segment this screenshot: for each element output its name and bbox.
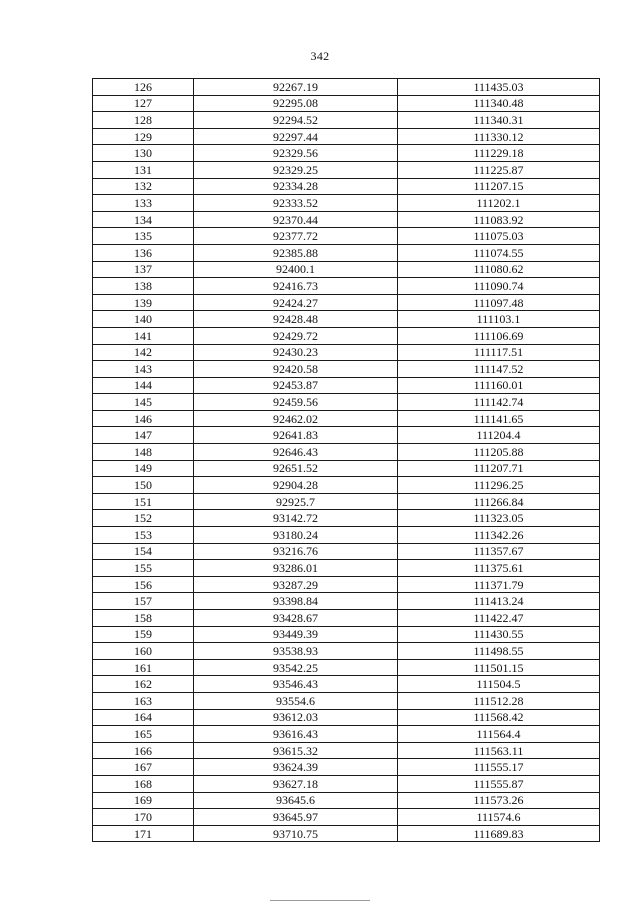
x-coordinate-cell: 92333.52 xyxy=(194,195,398,212)
point-number-cell: 169 xyxy=(93,792,194,809)
table-row xyxy=(93,593,600,610)
point-number-cell: 132 xyxy=(93,178,194,195)
point-number-cell: 144 xyxy=(93,377,194,394)
x-coordinate-cell: 93546.43 xyxy=(194,676,398,693)
y-coordinate-cell: 111498.55 xyxy=(398,643,600,660)
table-row xyxy=(93,161,600,178)
table-row xyxy=(93,726,600,743)
y-coordinate-cell: 111357.67 xyxy=(398,543,600,560)
table-row xyxy=(93,410,600,427)
x-coordinate-cell: 92904.28 xyxy=(194,477,398,494)
x-coordinate-cell: 92400.1 xyxy=(194,261,398,278)
table-row xyxy=(93,145,600,162)
y-coordinate-cell: 111430.55 xyxy=(398,626,600,643)
y-coordinate-cell: 111375.61 xyxy=(398,560,600,577)
y-coordinate-cell: 111117.51 xyxy=(398,344,600,361)
point-number-cell: 154 xyxy=(93,543,194,560)
x-coordinate-cell: 92416.73 xyxy=(194,278,398,295)
x-coordinate-cell: 92462.02 xyxy=(194,410,398,427)
table-row xyxy=(93,327,600,344)
point-number-cell: 149 xyxy=(93,460,194,477)
x-coordinate-cell: 93710.75 xyxy=(194,825,398,842)
page-number: 342 xyxy=(310,49,330,63)
point-number-cell: 146 xyxy=(93,410,194,427)
point-number-cell: 133 xyxy=(93,195,194,212)
point-number-cell: 161 xyxy=(93,659,194,676)
point-number-cell: 167 xyxy=(93,759,194,776)
x-coordinate-cell: 92646.43 xyxy=(194,444,398,461)
x-coordinate-cell: 93180.24 xyxy=(194,527,398,544)
x-coordinate-cell: 93615.32 xyxy=(194,742,398,759)
point-number-cell: 128 xyxy=(93,112,194,129)
coordinate-table-body xyxy=(93,79,600,842)
table-row xyxy=(93,560,600,577)
x-coordinate-cell: 93216.76 xyxy=(194,543,398,560)
y-coordinate-cell: 111106.69 xyxy=(398,327,600,344)
point-number-cell: 171 xyxy=(93,825,194,842)
x-coordinate-cell: 93616.43 xyxy=(194,726,398,743)
table-row xyxy=(93,344,600,361)
table-row xyxy=(93,692,600,709)
y-coordinate-cell: 111207.71 xyxy=(398,460,600,477)
point-number-cell: 131 xyxy=(93,161,194,178)
y-coordinate-cell: 111225.87 xyxy=(398,161,600,178)
point-number-cell: 156 xyxy=(93,576,194,593)
x-coordinate-cell: 93538.93 xyxy=(194,643,398,660)
y-coordinate-cell: 111296.25 xyxy=(398,477,600,494)
table-row xyxy=(93,311,600,328)
point-number-cell: 145 xyxy=(93,394,194,411)
y-coordinate-cell: 111142.74 xyxy=(398,394,600,411)
point-number-cell: 152 xyxy=(93,510,194,527)
table-row xyxy=(93,643,600,660)
x-coordinate-cell: 93624.39 xyxy=(194,759,398,776)
y-coordinate-cell: 111097.48 xyxy=(398,294,600,311)
x-coordinate-cell: 93627.18 xyxy=(194,775,398,792)
y-coordinate-cell: 111204.4 xyxy=(398,427,600,444)
table-row xyxy=(93,626,600,643)
table-row xyxy=(93,775,600,792)
table-row xyxy=(93,527,600,544)
coordinate-table xyxy=(92,78,600,842)
x-coordinate-cell: 93542.25 xyxy=(194,659,398,676)
point-number-cell: 135 xyxy=(93,228,194,245)
table-row xyxy=(93,543,600,560)
x-coordinate-cell: 93398.84 xyxy=(194,593,398,610)
point-number-cell: 127 xyxy=(93,95,194,112)
point-number-cell: 166 xyxy=(93,742,194,759)
x-coordinate-cell: 93428.67 xyxy=(194,610,398,627)
table-row xyxy=(93,576,600,593)
point-number-cell: 157 xyxy=(93,593,194,610)
table-row xyxy=(93,361,600,378)
y-coordinate-cell: 111504.5 xyxy=(398,676,600,693)
point-number-cell: 151 xyxy=(93,493,194,510)
x-coordinate-cell: 92377.72 xyxy=(194,228,398,245)
y-coordinate-cell: 111205.88 xyxy=(398,444,600,461)
x-coordinate-cell: 92428.48 xyxy=(194,311,398,328)
y-coordinate-cell: 111342.26 xyxy=(398,527,600,544)
point-number-cell: 170 xyxy=(93,809,194,826)
y-coordinate-cell: 111141.65 xyxy=(398,410,600,427)
x-coordinate-cell: 92430.23 xyxy=(194,344,398,361)
point-number-cell: 165 xyxy=(93,726,194,743)
y-coordinate-cell: 111160.01 xyxy=(398,377,600,394)
x-coordinate-cell: 92329.56 xyxy=(194,145,398,162)
y-coordinate-cell: 111075.03 xyxy=(398,228,600,245)
y-coordinate-cell: 111501.15 xyxy=(398,659,600,676)
y-coordinate-cell: 111080.62 xyxy=(398,261,600,278)
table-row xyxy=(93,244,600,261)
x-coordinate-cell: 92925.7 xyxy=(194,493,398,510)
table-row xyxy=(93,510,600,527)
point-number-cell: 147 xyxy=(93,427,194,444)
point-number-cell: 134 xyxy=(93,211,194,228)
y-coordinate-cell: 111435.03 xyxy=(398,79,600,96)
point-number-cell: 150 xyxy=(93,477,194,494)
y-coordinate-cell: 111202.1 xyxy=(398,195,600,212)
point-number-cell: 148 xyxy=(93,444,194,461)
point-number-cell: 163 xyxy=(93,692,194,709)
y-coordinate-cell: 111090.74 xyxy=(398,278,600,295)
y-coordinate-cell: 111573.26 xyxy=(398,792,600,809)
y-coordinate-cell: 111229.18 xyxy=(398,145,600,162)
x-coordinate-cell: 93645.97 xyxy=(194,809,398,826)
table-row xyxy=(93,261,600,278)
x-coordinate-cell: 92641.83 xyxy=(194,427,398,444)
point-number-cell: 138 xyxy=(93,278,194,295)
point-number-cell: 129 xyxy=(93,128,194,145)
point-number-cell: 137 xyxy=(93,261,194,278)
y-coordinate-cell: 111413.24 xyxy=(398,593,600,610)
y-coordinate-cell: 111555.87 xyxy=(398,775,600,792)
x-coordinate-cell: 92385.88 xyxy=(194,244,398,261)
y-coordinate-cell: 111147.52 xyxy=(398,361,600,378)
table-row xyxy=(93,825,600,842)
y-coordinate-cell: 111340.31 xyxy=(398,112,600,129)
y-coordinate-cell: 111074.55 xyxy=(398,244,600,261)
table-row xyxy=(93,228,600,245)
x-coordinate-cell: 92651.52 xyxy=(194,460,398,477)
table-row xyxy=(93,112,600,129)
point-number-cell: 139 xyxy=(93,294,194,311)
y-coordinate-cell: 111207.15 xyxy=(398,178,600,195)
table-row xyxy=(93,211,600,228)
y-coordinate-cell: 111574.6 xyxy=(398,809,600,826)
table-row xyxy=(93,278,600,295)
point-number-cell: 140 xyxy=(93,311,194,328)
y-coordinate-cell: 111555.17 xyxy=(398,759,600,776)
y-coordinate-cell: 111266.84 xyxy=(398,493,600,510)
x-coordinate-cell: 92295.08 xyxy=(194,95,398,112)
table-row xyxy=(93,79,600,96)
point-number-cell: 126 xyxy=(93,79,194,96)
x-coordinate-cell: 93645.6 xyxy=(194,792,398,809)
y-coordinate-cell: 111564.4 xyxy=(398,726,600,743)
table-row xyxy=(93,676,600,693)
x-coordinate-cell: 92334.28 xyxy=(194,178,398,195)
y-coordinate-cell: 111103.1 xyxy=(398,311,600,328)
table-row xyxy=(93,460,600,477)
table-row xyxy=(93,742,600,759)
y-coordinate-cell: 111371.79 xyxy=(398,576,600,593)
table-row xyxy=(93,195,600,212)
x-coordinate-cell: 93286.01 xyxy=(194,560,398,577)
x-coordinate-cell: 92420.58 xyxy=(194,361,398,378)
point-number-cell: 136 xyxy=(93,244,194,261)
table-row xyxy=(93,178,600,195)
x-coordinate-cell: 92297.44 xyxy=(194,128,398,145)
table-row xyxy=(93,444,600,461)
x-coordinate-cell: 93287.29 xyxy=(194,576,398,593)
y-coordinate-cell: 111422.47 xyxy=(398,610,600,627)
x-coordinate-cell: 93142.72 xyxy=(194,510,398,527)
point-number-cell: 130 xyxy=(93,145,194,162)
y-coordinate-cell: 111563.11 xyxy=(398,742,600,759)
x-coordinate-cell: 92424.27 xyxy=(194,294,398,311)
point-number-cell: 142 xyxy=(93,344,194,361)
point-number-cell: 164 xyxy=(93,709,194,726)
point-number-cell: 168 xyxy=(93,775,194,792)
point-number-cell: 162 xyxy=(93,676,194,693)
table-row xyxy=(93,493,600,510)
point-number-cell: 159 xyxy=(93,626,194,643)
x-coordinate-cell: 93554.6 xyxy=(194,692,398,709)
y-coordinate-cell: 111568.42 xyxy=(398,709,600,726)
x-coordinate-cell: 92453.87 xyxy=(194,377,398,394)
table-row xyxy=(93,427,600,444)
x-coordinate-cell: 93612.03 xyxy=(194,709,398,726)
table-row xyxy=(93,759,600,776)
point-number-cell: 160 xyxy=(93,643,194,660)
table-row xyxy=(93,477,600,494)
point-number-cell: 153 xyxy=(93,527,194,544)
table-row xyxy=(93,610,600,627)
x-coordinate-cell: 93449.39 xyxy=(194,626,398,643)
x-coordinate-cell: 92459.56 xyxy=(194,394,398,411)
y-coordinate-cell: 111083.92 xyxy=(398,211,600,228)
y-coordinate-cell: 111330.12 xyxy=(398,128,600,145)
table-row xyxy=(93,95,600,112)
y-coordinate-cell: 111340.48 xyxy=(398,95,600,112)
table-row xyxy=(93,809,600,826)
x-coordinate-cell: 92294.52 xyxy=(194,112,398,129)
x-coordinate-cell: 92267.19 xyxy=(194,79,398,96)
point-number-cell: 158 xyxy=(93,610,194,627)
table-row xyxy=(93,659,600,676)
table-row xyxy=(93,792,600,809)
table-row xyxy=(93,394,600,411)
y-coordinate-cell: 111689.83 xyxy=(398,825,600,842)
table-row xyxy=(93,294,600,311)
bottom-divider xyxy=(270,900,370,901)
x-coordinate-cell: 92329.25 xyxy=(194,161,398,178)
table-row xyxy=(93,377,600,394)
table-row xyxy=(93,709,600,726)
point-number-cell: 143 xyxy=(93,361,194,378)
point-number-cell: 155 xyxy=(93,560,194,577)
y-coordinate-cell: 111323.05 xyxy=(398,510,600,527)
table-row xyxy=(93,128,600,145)
y-coordinate-cell: 111512.28 xyxy=(398,692,600,709)
x-coordinate-cell: 92370.44 xyxy=(194,211,398,228)
point-number-cell: 141 xyxy=(93,327,194,344)
x-coordinate-cell: 92429.72 xyxy=(194,327,398,344)
